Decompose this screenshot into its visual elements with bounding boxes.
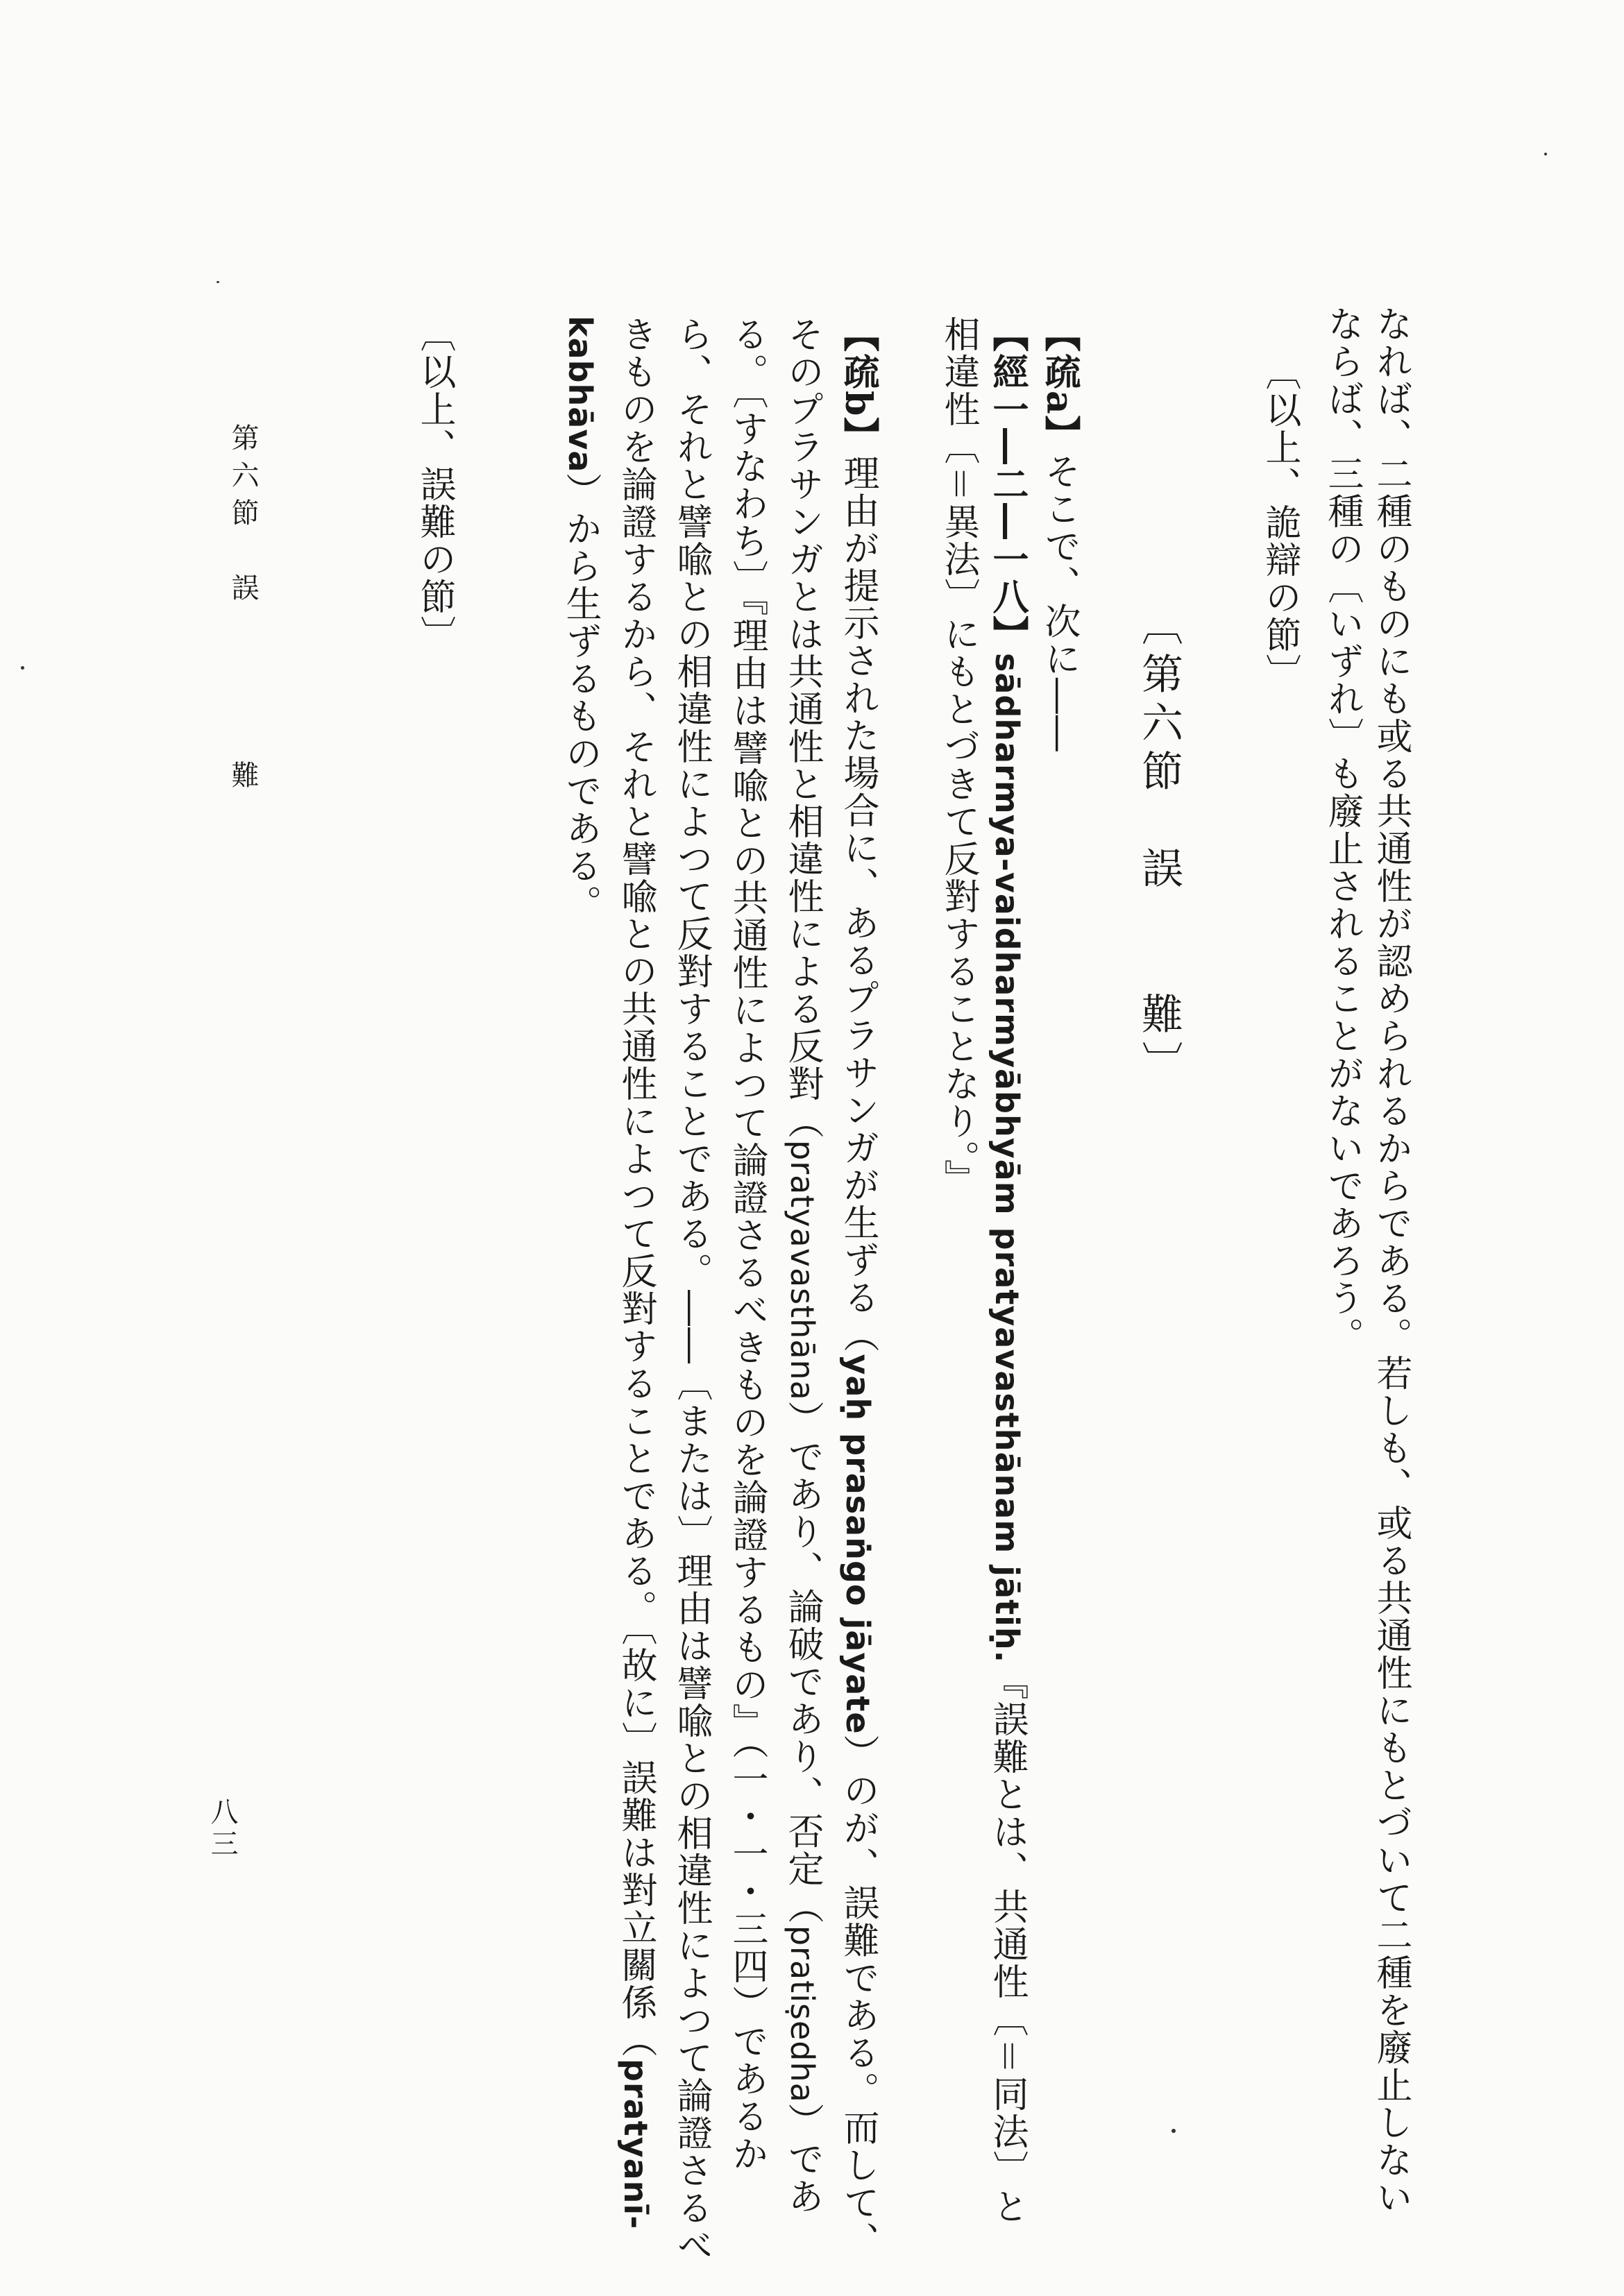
commentary-b-line-5: [615, 316, 657, 2230]
scan-speck: [217, 281, 219, 283]
sanskrit-term: kabhāva: [561, 316, 599, 473]
commentary-b-text-2e: ）であ: [781, 2102, 823, 2216]
commentary-b-text-1a: 理由が提示された場合に、あるプラサンガが生ずる（: [837, 454, 879, 1354]
commentary-b-line-6: [559, 316, 601, 923]
sutra-tag: 【經一―二―一八】: [986, 316, 1029, 653]
commentary-b-tag: 【疏b】: [837, 316, 879, 455]
sanskrit-term: pratiṣedha: [784, 1925, 821, 2103]
commentary-b-text-6b: ）から生ずるものである。: [559, 473, 601, 923]
commentary-b-line-1: [837, 316, 879, 2259]
sanskrit-term: yaḥ prasaṅgo jāyate: [839, 1354, 877, 1735]
section-end-note-2: 〔以上、誤難の節〕: [414, 316, 455, 653]
section-heading: 〔第六節 誤 難〕: [1135, 604, 1183, 1089]
sutra-translation: 『誤難とは、共通性〔＝同法〕と: [986, 1663, 1028, 2226]
commentary-a-line: [1038, 316, 1081, 753]
sanskrit-term: pratyanī-: [617, 2059, 654, 2230]
commentary-a-tag: 【疏a】: [1038, 316, 1081, 453]
commentary-a-text: そこで、次に――: [1038, 452, 1080, 753]
scan-speck: [1172, 2129, 1176, 2133]
text-line-2: ならば、三種の〔いずれ〕も廢止されることがないであろう。: [1321, 305, 1363, 1354]
sanskrit-term: pratyavasthāna: [784, 1140, 821, 1401]
sutra-sanskrit: sādharmya-vaidharmyābhyām pratyavasthānam jātiḥ.: [988, 653, 1026, 1664]
commentary-b-text-2c: ）であり、論破であり、否定（: [781, 1400, 823, 1925]
commentary-b-text-1c: ）のが、誤難である。而して、: [837, 1734, 879, 2259]
sutra-translation-cont: 相違性〔＝異法〕にもとづきて反對することなり。』: [938, 316, 979, 1197]
commentary-b-line-3: る。〔すなわち〕『理由は譬喩との共通性によつて論證さるべきものを論證するもの』（一・一・三四）であるか: [726, 316, 768, 2172]
commentary-b-text-5a: きものを論證するから、それと譬喩との共通性によつて反對することである。〔故に〕誤難は對立關係（: [615, 316, 657, 2059]
scan-speck: [21, 666, 24, 670]
sutra-line: [986, 316, 1029, 2226]
scan-speck: [1544, 153, 1547, 155]
commentary-b-line-4: ら、それと譬喩との相違性によつて反對することである。――〔または〕理由は譬喩との相違性によつて論證さるべ: [670, 316, 712, 2264]
section-end-note: 〔以上、詭辯の節〕: [1259, 354, 1301, 691]
commentary-b-text-2a: そのプラサンガとは共通性と相違性による反對（: [781, 316, 823, 1140]
running-head: 第六節 誤 難: [227, 423, 259, 798]
text-line-1: なれば、二種のものにも或る共通性が認められるからである。若しも、或る共通性にもとづいて二種を廢止しない: [1370, 305, 1412, 2216]
page-number: 八三: [206, 1797, 238, 1861]
commentary-b-line-2: [781, 316, 823, 2216]
